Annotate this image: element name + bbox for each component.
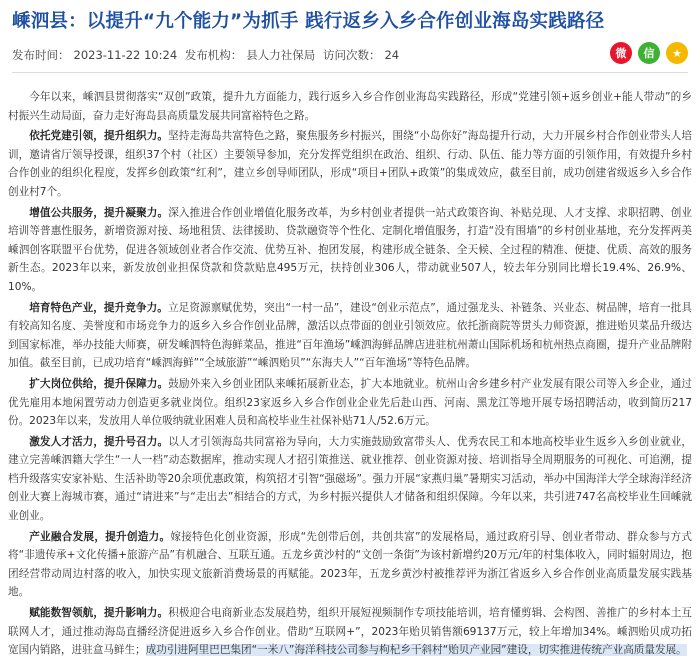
- publish-time: 2023-11-22 10:24: [73, 48, 178, 62]
- paragraph-text: 坚持走海岛共富特色之路，聚焦服务乡村振兴，围绕“小岛你好”海岛提升行动，大力开展乡村合作创业带头人培训，邀请省厅领导授课，组织37个村（社区）主要领导参加，充分发挥党组织在政治、组织、行动、队伍、能力等方面的引领作用，有效提升乡村合作创业的组织化程度，发挥乡创政策“红利”，建立乡创导师团队，形成“项目+团队+政策”的集成效应，截至目前，成功创建省级返乡入乡合作创业村7个。: [8, 130, 692, 198]
- paragraph: [8, 528, 692, 602]
- paragraph-lead: 激发人才活力，提升号召力。: [29, 435, 169, 448]
- paragraph-lead: 产业融合发展，提升创造力。: [29, 530, 171, 543]
- views-label: 访问次数：: [322, 48, 381, 62]
- paragraph: [8, 433, 692, 526]
- publish-time-label: 发布时间：: [12, 48, 70, 62]
- title-divider: [12, 72, 688, 73]
- paragraph-text: 深入推进合作创业增值化服务改革，为乡村创业者提供一站式政策咨询、补贴兑现、人才支撑、求职招聘、创业培训等普惠性服务，新增资源对接、场地租赁、法律援助、贷款融资等个性化、定制化增值服务，打造“没有围墙”的乡村创业基地，充分发挥两美嵊泗创客联盟平台优势，促进各领域创业者合作交流、优势互补、抱团发展，构建形成全链条、全天候、全过程的精准、便捷、优质、高效的服务新生态。2023年以来，新发放创业担保贷款和贷款贴息495万元，扶持创业306人，带动就业507人，较去年分别同比增长19.4%、26.9%、10%。: [8, 206, 692, 293]
- weibo-icon[interactable]: 微: [610, 42, 632, 64]
- paragraph-lead: 增值公共服务，提升凝聚力。: [29, 206, 169, 219]
- article-meta: [12, 44, 688, 66]
- paragraph-text: 嫁接特色化创业资源，形成“先创带后创，共创共富”的发展格局，通过政府引导、创业者带动、群众参与方式将“非遗传承+文化传播+旅游产品”有机融合、互联互通。五龙乡黄沙村的“文创一条街”为该村新增约20万元/年的村集体收入，同时辐射周边，抱团经营带动周边村落的收入，加快实现文旅新消费场景的再赋能。2023年，五龙乡黄沙村被推荐评为浙江省返乡入乡合作创业高质量发展实践基地。: [8, 530, 692, 599]
- paragraph-text: 立足资源禀赋优势，突出“一村一品”，建设“创业示范点”，通过强龙头、补链条、兴业态、树品牌，培育一批具有较高知名度、美誉度和市场竞争力的返乡入乡合作创业品牌，激活以点带面的创业引领效应。依托浙商院等贯头力师资源，推进贻贝菜品升级达到国家标准，举办技能大师赛，研发嵊泗特色海鲜菜品，推进“百年渔场”嵊泗海鲜品牌店进驻杭州萧山国际机场和杭州热点商圈，提升产业品牌附加值。截至目前，已成功培育“嵊泗海鲜”“全域旅游”“嵊泗贻贝”“东海夫人”“百年渔场”等特色品牌。: [8, 301, 693, 370]
- paragraph-lead: 赋能数智领航，提升影响力。: [29, 607, 169, 620]
- paragraph-lead: 培育特色产业，提升竞争力。: [29, 301, 168, 314]
- paragraph: [8, 204, 692, 297]
- article-title: 嵊泗县：以提升“九个能力”为抓手 践行返乡入乡合作创业海岛实践路径: [12, 11, 605, 32]
- wechat-icon[interactable]: 信: [638, 42, 660, 64]
- source: 县人力社保局: [246, 48, 316, 62]
- share-bar: [610, 42, 688, 66]
- source-label: 发布机构：: [184, 48, 243, 62]
- paragraph: [8, 375, 692, 431]
- article-body: [8, 88, 692, 662]
- qzone-icon[interactable]: ★: [666, 42, 688, 64]
- paragraph: [8, 604, 692, 660]
- paragraph-text: 以人才引领海岛共同富裕为导向，大力实施鼓励致富带头人、优秀农民工和本地高校毕业生返乡入乡创业就业，建立完善嵊泗籍大学生“一人一档”动态数据库，推动实现人才招引策推送、就业推荐、创业资源对接、培训指导全周期服务的可视化、可追溯，提档升级落实安家补贴、生活补助等20余项优惠政策，构筑招才引智“强磁场”。强力开展“家燕归巢”暑期实习活动，举办中国海洋大学全球海洋经济创业大赛上海城市赛，通过“请进来”与“走出去”相结合的方式，为乡村振兴提供人才储备和组织保障。今年以来，共引进747名高校毕业生回嵊就业创业。: [8, 435, 692, 523]
- paragraph-lead: 依托党建引领，提升组织力。: [29, 130, 169, 143]
- paragraph: [8, 88, 692, 125]
- paragraph: [8, 127, 692, 201]
- paragraph-lead: 扩大岗位供给，提升保障力。: [29, 377, 169, 390]
- paragraph: [8, 299, 692, 373]
- views-count: 24: [384, 48, 400, 62]
- highlighted-text: 成功引进阿里巴巴集团“一米八”海洋科技公司参与枸杞乡干斜村“贻贝产业园”建设，切实推进传统产业高质量发展。: [145, 644, 687, 657]
- paragraph-text: 今年以来，嵊泗县贯彻落实“双创”政策，提升九方面能力，践行返乡入乡合作创业海岛实践路径，形成“党建引领+返乡创业+能人带动”的乡村振兴生动局面，奋力走好海岛县高质量发展共同富裕特色之路。: [8, 91, 692, 122]
- paragraph-text: 积极迎合电商新业态发展趋势，组织开展短视频制作专项技能培训，培育懂剪辑、会构图、善推广的乡村本土互联网人才，通过推动海岛直播经济促进返乡入乡合作创业。借助“互联网+”，2023年贻贝销售额69137万元，较上年增加34%。嵊泗贻贝成功拓宽国内销路，进驻盒马鲜生；: [8, 607, 692, 657]
- paragraph-text: 鼓励外来入乡创业团队来嵊拓展新业态，扩大本地就业。杭州山舍乡建乡村产业发展有限公司等入乡企业，通过优先雇用本地闲置劳动力创造更多就业岗位。组织23家返乡入乡合作创业企业先后赴山西、河南、黑龙江等地开展专场招聘活动，收到简历217份。2023年以来，发放用人单位吸纳就业困难人员和高校毕业生社保补贴71人/52.6万元。: [8, 377, 692, 428]
